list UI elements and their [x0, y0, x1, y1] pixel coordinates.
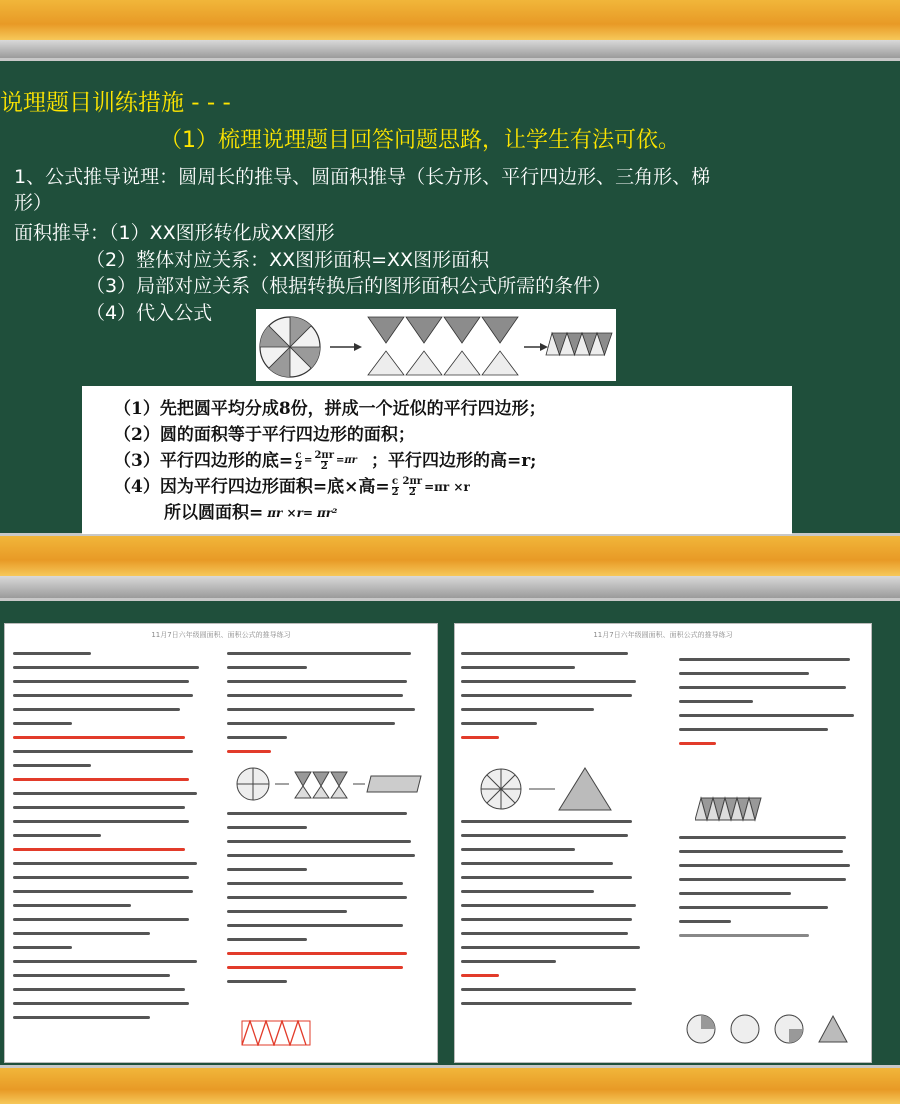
mini-circle-figure-icon — [235, 764, 425, 804]
worksheet-right-col-2b — [679, 836, 865, 948]
formula-line-2: （2）圆的面积等于平行四边形的面积； — [114, 425, 415, 445]
worksheet-left-title: 11月7日六年级圆面积、面积公式的推导练习 — [151, 631, 291, 639]
middle-frame-gray — [0, 576, 900, 598]
text-line-1-cont: 形） — [14, 192, 53, 214]
formula-box — [82, 386, 792, 534]
worksheet-left-col-1 — [13, 652, 209, 1030]
worksheet-left-col-2 — [227, 652, 427, 764]
formula-line-3-text: （3）平行四边形的底= — [114, 451, 294, 471]
worksheet-right-col-1b — [461, 820, 651, 1016]
slide-heading: 说理题目训练措施 - - - — [0, 90, 231, 116]
formula-line-4: （4）因为平行四边形面积=底×高= $\frac{c}{2}$ $\frac{2\pi r}{2}$ =πr ×r — [114, 475, 470, 498]
arrow-right-icon — [330, 343, 362, 351]
bottom-frame-strip — [0, 1068, 900, 1104]
worksheet-right — [454, 623, 872, 1063]
chalkboard-bottom — [0, 598, 900, 1068]
formula-line-5: 所以圆面积= πr ×r= πr² — [164, 503, 338, 523]
text-line-1: 1、公式推导说理：圆周长的推导、圆面积推导（长方形、平行四边形、三角形、梯 — [14, 166, 711, 188]
frac-2pir-over-2: $\frac{2\pi r}{2}$ — [314, 449, 334, 472]
top-frame-gray — [0, 40, 900, 58]
chalkboard-top — [0, 58, 900, 536]
top-frame-strip — [0, 0, 900, 40]
step-2: （2）整体对应关系：XX图形面积=XX图形面积 — [86, 249, 490, 271]
sectored-circle-icon — [260, 317, 320, 377]
mini-parallelogram-icon — [695, 794, 765, 824]
area-derivation-label: 面积推导：（1）XX图形转化成XX图形 — [14, 222, 335, 244]
step-3: （3）局部对应关系（根据转换后的图形面积公式所需的条件） — [86, 275, 612, 297]
worksheet-left-col-2b — [227, 812, 427, 994]
worksheet-right-col-2 — [679, 658, 865, 756]
arrow-right-icon — [524, 343, 548, 351]
formula-line-3: （3）平行四边形的底= $\frac{c}{2}$ = $\frac{2\pi r}{2}$ =πr ；平行四边形的高=r; — [114, 448, 792, 474]
sector-rows-icon — [368, 317, 518, 375]
worksheet-right-title: 11月7日六年级圆面积、面积公式的推导练习 — [593, 631, 733, 639]
step-4: （4）代入公式 — [86, 302, 213, 324]
mini-circle-triangle-icon — [475, 764, 625, 814]
worksheet-left — [4, 623, 438, 1063]
frac-c-over-2: $\frac{c}{2}$ — [295, 449, 303, 472]
mini-zigzag-figure-icon — [241, 1020, 311, 1046]
slide-subheading: （1）梳理说理题目回答问题思路，让学生有法可依。 — [160, 128, 680, 153]
formula-line-1: （1）先把圆平均分成8份，拼成一个近似的平行四边形； — [114, 399, 546, 419]
middle-frame-strip — [0, 536, 900, 576]
circle-transform-figure — [256, 309, 616, 381]
parallelogram-icon — [546, 333, 612, 355]
worksheet-right-col-1 — [461, 652, 651, 750]
mini-circles-row-icon — [683, 1012, 863, 1046]
